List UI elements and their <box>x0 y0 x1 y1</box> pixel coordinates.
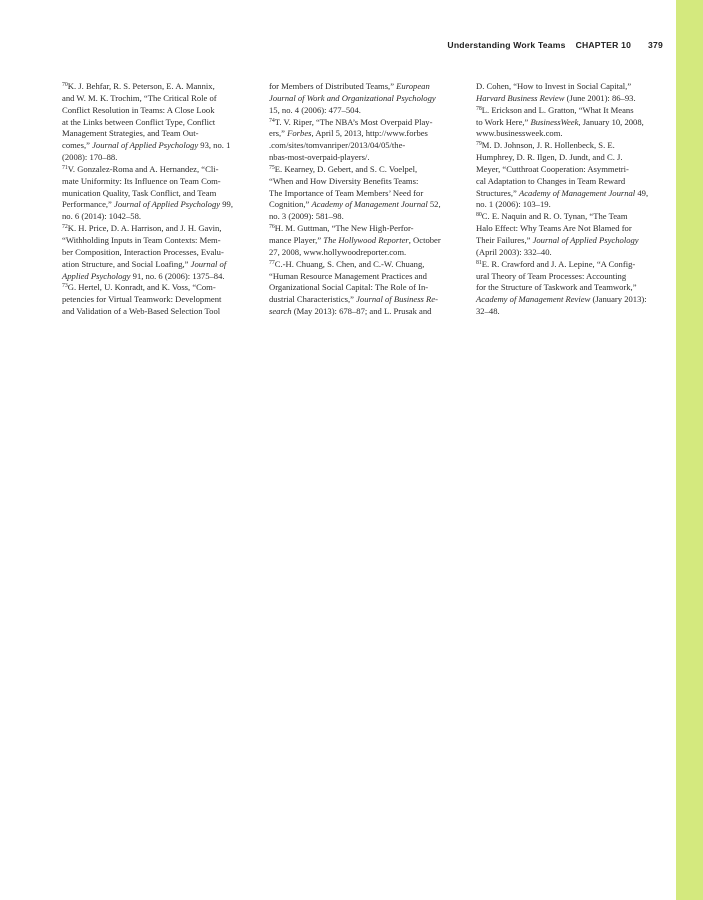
endnote-italic-text: Journal of Business Re- <box>356 294 438 305</box>
endnote-text: V. Gonzalez-Roma and A. Hernandez, “Cli- <box>67 163 219 174</box>
endnote-line <box>476 164 670 176</box>
endnote-text: , October <box>408 234 441 245</box>
endnote-line <box>476 140 670 152</box>
endnote-line <box>62 294 254 306</box>
endnote-text: at the Links between Conflict Type, Conflict <box>62 116 216 127</box>
endnote-number: 76 <box>269 224 275 231</box>
endnote-line <box>476 128 670 140</box>
endnote-text: H. M. Guttman, “The New High-Perfor- <box>274 223 414 234</box>
endnote-line <box>476 235 670 247</box>
running-header-title: Understanding Work Teams <box>447 40 566 50</box>
endnote-text: K. J. Behfar, R. S. Peterson, E. A. Mannix, <box>67 81 215 91</box>
endnote-line <box>476 259 670 271</box>
endnote-line <box>476 117 670 129</box>
endnote-italic-text: Journal of Applied Psychology <box>114 199 221 210</box>
endnote-text: munication Quality, Task Conflict, and Team <box>62 187 217 198</box>
endnote-italic-text: Applied Psychology <box>62 270 131 281</box>
endnote-italic-text: The Hollywood Reporter <box>323 234 409 245</box>
endnote-line <box>62 81 254 93</box>
endnote-text: no. 6 (2014): 1042–58. <box>62 211 142 222</box>
endnote-line <box>62 176 254 188</box>
endnote-line <box>62 128 254 140</box>
endnote-number: 77 <box>269 259 275 266</box>
running-header <box>447 40 663 50</box>
endnote-line <box>269 176 461 188</box>
endnote-text: (April 2003): 332–40. <box>476 246 552 257</box>
endnote-text: D. Cohen, “How to Invest in Social Capital,” <box>476 81 632 91</box>
endnote-text: Performance,” <box>62 199 115 210</box>
endnote-line <box>476 199 670 211</box>
endnote-line <box>62 188 254 200</box>
endnote-line <box>269 93 461 105</box>
endnote-text: , April 5, 2013, http://www.forbes <box>311 128 428 139</box>
endnote-text: L. Erickson and L. Gratton, “What It Means <box>481 104 634 115</box>
endnote-line <box>269 81 461 93</box>
endnote-line <box>269 259 461 271</box>
endnote-text: 49, <box>635 187 649 198</box>
chapter-label: CHAPTER 10 <box>575 40 632 50</box>
endnote-line <box>476 188 670 200</box>
endnote-text: Their Failures,” <box>476 234 533 245</box>
endnote-text: dustrial Characteristics,” <box>269 294 357 305</box>
endnote-line <box>269 211 461 223</box>
endnote-line <box>269 117 461 129</box>
endnote-line <box>269 105 461 117</box>
endnote-text: no. 1 (2006): 103–19. <box>476 199 551 210</box>
endnote-column-1 <box>62 81 254 318</box>
endnote-line <box>476 211 670 223</box>
endnote-text: nbas-most-overpaid-players/. <box>269 152 370 163</box>
endnote-line <box>62 271 254 283</box>
endnote-line <box>476 247 670 259</box>
endnote-text: no. 3 (2009): 581–98. <box>269 211 344 222</box>
endnote-text: Humphrey, D. R. Ilgen, D. Jundt, and C. J. <box>476 152 623 163</box>
endnote-text: G. Hertel, U. Konradt, and K. Voss, “Com- <box>67 282 216 293</box>
endnote-line <box>476 81 670 93</box>
endnote-text: mance Player,” <box>269 234 324 245</box>
endnote-text: Structures,” <box>476 187 519 198</box>
endnote-line <box>269 128 461 140</box>
endnote-text: Organizational Social Capital: The Role of In- <box>269 282 429 293</box>
endnote-italic-text: Journal of <box>190 258 227 269</box>
endnote-number: 79 <box>476 141 482 148</box>
endnote-text: and W. M. K. Trochim, “The Critical Role of <box>62 92 217 103</box>
endnote-line <box>62 199 254 211</box>
endnote-italic-text: Academy of Management Journal <box>518 187 636 198</box>
endnote-line <box>62 306 254 318</box>
endnote-line <box>269 152 461 164</box>
endnote-line <box>62 259 254 271</box>
endnote-text: 52, <box>427 199 441 210</box>
endnote-text: Halo Effect: Why Teams Are Not Blamed for <box>476 223 632 234</box>
endnote-line <box>476 223 670 235</box>
endnote-text: , January 10, 2008, <box>578 116 644 127</box>
endnote-text: E. Kearney, D. Gebert, and S. C. Voelpel, <box>274 163 418 174</box>
endnote-text: ers,” <box>269 128 288 139</box>
endnote-text: E. R. Crawford and J. A. Lepine, “A Config- <box>481 258 636 269</box>
endnote-line <box>62 223 254 235</box>
endnote-text: ber Composition, Interaction Processes, Evalu- <box>62 246 224 257</box>
endnote-text: C.-H. Chuang, S. Chen, and C.-W. Chuang, <box>274 258 425 269</box>
endnote-line <box>269 247 461 259</box>
endnote-line <box>62 117 254 129</box>
endnote-italic-text: Academy of Management Review <box>476 294 591 305</box>
endnote-line <box>62 140 254 152</box>
endnote-italic-text: BusinessWeek <box>530 116 579 127</box>
endnote-text: for the Structure of Taskwork and Teamwork,” <box>476 282 637 293</box>
endnote-number: 74 <box>269 117 275 124</box>
endnote-text: Conflict Resolution in Teams: A Close Look <box>62 104 215 115</box>
endnote-number: 75 <box>269 164 275 171</box>
endnote-line <box>62 93 254 105</box>
endnote-line <box>62 235 254 247</box>
endnote-number: 81 <box>476 259 482 266</box>
endnote-text: mate Uniformity: Its Influence on Team Com- <box>62 175 221 186</box>
endnote-line <box>269 164 461 176</box>
endnote-line <box>269 306 461 318</box>
endnote-line <box>269 294 461 306</box>
endnote-line <box>62 105 254 117</box>
endnote-text: 15, no. 4 (2006): 477–504. <box>269 104 361 115</box>
endnote-line <box>269 235 461 247</box>
endnote-line <box>269 140 461 152</box>
endnote-line <box>62 282 254 294</box>
endnote-text: “When and How Diversity Benefits Teams: <box>269 175 419 186</box>
endnote-text: The Importance of Team Members’ Need for <box>269 187 424 198</box>
endnote-text: 93, no. 1 <box>198 140 231 151</box>
endnote-text: K. H. Price, D. A. Harrison, and J. H. Gavin, <box>67 223 222 234</box>
endnote-text: 99, <box>220 199 233 210</box>
endnote-text: (January 2013): <box>590 294 647 305</box>
endnote-text: Cognition,” <box>269 199 312 210</box>
endnote-column-3 <box>476 81 670 318</box>
endnote-text: M. D. Johnson, J. R. Hollenbeck, S. E. <box>481 140 615 151</box>
endnote-text: (June 2001): 86–93. <box>564 92 636 103</box>
endnote-text: cal Adaptation to Changes in Team Reward <box>476 175 626 186</box>
endnote-text: www.businessweek.com. <box>476 128 563 139</box>
endnote-line <box>476 294 670 306</box>
endnote-italic-text: search <box>269 306 292 317</box>
endnote-text: “Withholding Inputs in Team Contexts: Mem- <box>62 234 221 245</box>
endnote-text: 27, 2008, www.hollywoodreporter.com. <box>269 246 407 257</box>
endnote-text: Management Strategies, and Team Out- <box>62 128 199 139</box>
chapter-color-tab <box>676 0 703 900</box>
endnote-text: 32–48. <box>476 306 500 317</box>
endnote-text: Meyer, “Cutthroat Cooperation: Asymmetri- <box>476 163 629 174</box>
endnote-italic-text: Forbes <box>287 128 312 139</box>
endnote-number: 72 <box>62 224 68 231</box>
endnote-text: (2008): 170–88. <box>62 152 118 163</box>
endnote-text: petencies for Virtual Teamwork: Development <box>62 294 222 305</box>
endnote-text: “Human Resource Management Practices and <box>269 270 427 281</box>
endnote-text: .com/sites/tomvanriper/2013/04/05/the- <box>269 140 406 151</box>
endnote-line <box>62 247 254 259</box>
endnote-text: to Work Here,” <box>476 116 531 127</box>
endnote-text: T. V. Riper, “The NBA’s Most Overpaid Play- <box>274 116 433 127</box>
endnote-line <box>62 152 254 164</box>
endnote-italic-text: European <box>396 81 430 91</box>
endnote-line <box>269 282 461 294</box>
endnote-italic-text: Academy of Management Journal <box>311 199 428 210</box>
endnote-line <box>269 271 461 283</box>
endnote-text: and Validation of a Web-Based Selection Tool <box>62 306 221 317</box>
endnote-line <box>62 211 254 223</box>
endnote-number: 80 <box>476 212 482 219</box>
endnote-italic-text: Journal of Applied Psychology <box>532 234 639 245</box>
endnote-line <box>476 152 670 164</box>
endnote-line <box>476 282 670 294</box>
endnote-line <box>476 176 670 188</box>
endnote-text: (May 2013): 678–87; and L. Prusak and <box>291 306 432 317</box>
endnote-column-2 <box>269 81 461 318</box>
endnote-line <box>62 164 254 176</box>
endnote-number: 73 <box>62 283 68 290</box>
endnote-line <box>476 271 670 283</box>
endnote-italic-text: Journal of Work and Organizational Psychology <box>269 92 436 103</box>
endnote-line <box>476 105 670 117</box>
endnote-line <box>269 188 461 200</box>
endnote-text: ation Structure, and Social Loafing,” <box>62 258 191 269</box>
endnote-line <box>269 199 461 211</box>
endnote-line <box>269 223 461 235</box>
endnote-text: C. E. Naquin and R. O. Tynan, “The Team <box>481 211 628 222</box>
endnote-text: for Members of Distributed Teams,” <box>269 81 397 91</box>
endnote-number: 70 <box>62 82 68 88</box>
endnote-italic-text: Harvard Business Review <box>476 92 565 103</box>
endnote-line <box>476 306 670 318</box>
endnote-text: comes,” <box>62 140 93 151</box>
endnote-line <box>476 93 670 105</box>
page-number: 379 <box>648 40 663 50</box>
endnote-italic-text: Journal of Applied Psychology <box>92 140 199 151</box>
endnote-number: 78 <box>476 105 482 112</box>
endnote-text: 91, no. 6 (2006): 1375–84. <box>130 270 225 281</box>
endnote-text: ural Theory of Team Processes: Accounting <box>476 270 627 281</box>
endnote-number: 71 <box>62 164 68 171</box>
